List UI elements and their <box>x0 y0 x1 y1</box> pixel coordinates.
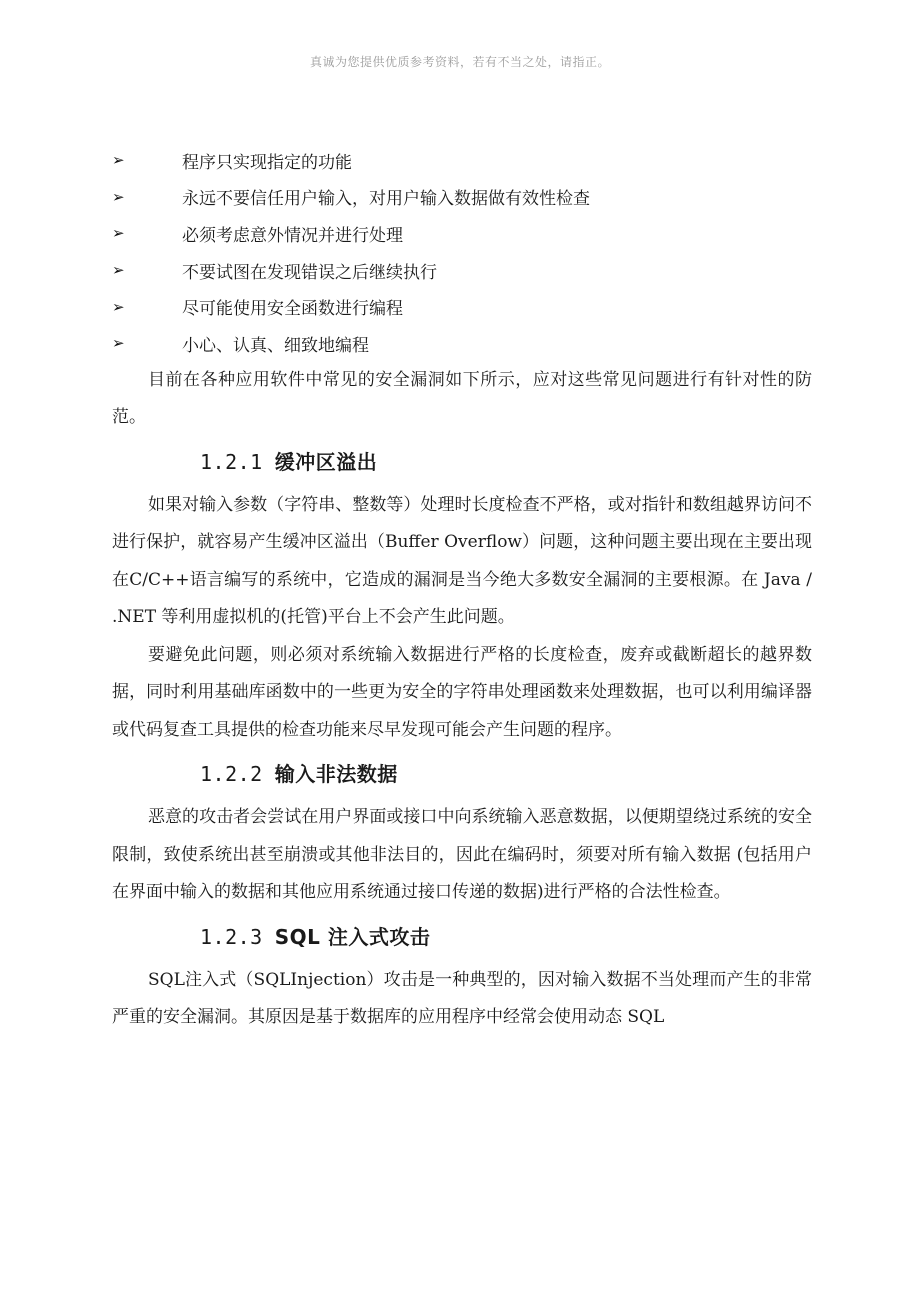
section-title: SQL 注入式攻击 <box>274 924 431 949</box>
arrow-bullet-icon: ➢ <box>112 261 125 280</box>
arrow-bullet-icon: ➢ <box>112 151 125 170</box>
section-title: 缓冲区溢出 <box>274 449 378 474</box>
list-item-text: 尽可能使用安全函数进行编程 <box>182 299 403 320</box>
list-item <box>112 179 812 216</box>
body-paragraph: 如果对输入参数（字符串、整数等）处理时长度检查不严格，或对指针和数组越界访问不进行保护，就容易产生缓冲区溢出（Buffer Overflow）问题，这种问题主要出现在主要出现在C/C++语言编写的系统中，它造成的漏洞是当今绝大多数安全漏洞的主要根源。在 Java / .NET 等利用虚拟机的(托管)平台上不会产生此问题。 <box>112 494 812 628</box>
arrow-bullet-icon: ➢ <box>112 334 125 353</box>
intro-paragraph: 目前在各种应用软件中常见的安全漏洞如下所示，应对这些常见问题进行有针对性的防范。 <box>112 369 812 428</box>
arrow-bullet-icon: ➢ <box>112 297 125 316</box>
arrow-bullet-icon: ➢ <box>112 187 125 206</box>
page-watermark: 真诚为您提供优质参考资料，若有不当之处，请指正。 <box>309 55 610 69</box>
section-title: 输入非法数据 <box>274 762 398 787</box>
section-number: 1.2.2 <box>200 762 263 787</box>
list-item-text: 永远不要信任用户输入，对用户输入数据做有效性检查 <box>182 189 590 210</box>
principles-list <box>112 142 812 362</box>
body-paragraph: 恶意的攻击者会尝试在用户界面或接口中向系统输入恶意数据，以便期望绕过系统的安全限制，致使系统出甚至崩溃或其他非法目的，因此在编码时，须要对所有输入数据 (包括用户在界面中输入的数据和其他应用系统通过接口传递的数据)进行严格的合法性检查。 <box>112 807 812 903</box>
list-item-text: 不要试图在发现错误之后继续执行 <box>182 262 437 283</box>
section-heading-illegal-input <box>112 749 812 799</box>
list-item <box>112 215 812 252</box>
section-number: 1.2.1 <box>200 449 263 474</box>
list-item <box>112 252 812 289</box>
list-item-text: 小心、认真、细致地编程 <box>182 335 369 356</box>
document-body <box>112 142 812 1037</box>
section-heading-buffer-overflow <box>112 437 812 487</box>
list-item <box>112 142 812 179</box>
list-item-text: 必须考虑意外情况并进行处理 <box>182 225 403 246</box>
body-paragraph: SQL注入式（SQLInjection）攻击是一种典型的，因对输入数据不当处理而产生的非常严重的安全漏洞。其原因是基于数据库的应用程序中经常会使用动态 SQL <box>112 969 812 1028</box>
section-heading-sql-injection <box>112 912 812 962</box>
section-number: 1.2.3 <box>200 924 263 949</box>
list-item <box>112 325 812 362</box>
list-item-text: 程序只实现指定的功能 <box>182 152 352 173</box>
list-item <box>112 288 812 325</box>
body-paragraph: 要避免此问题，则必须对系统输入数据进行严格的长度检查，废弃或截断超长的越界数据，同时利用基础库函数中的一些更为安全的字符串处理函数来处理数据，也可以利用编译器或代码复查工具提供的检查功能来尽早发现可能会产生问题的程序。 <box>112 644 812 740</box>
arrow-bullet-icon: ➢ <box>112 224 125 243</box>
